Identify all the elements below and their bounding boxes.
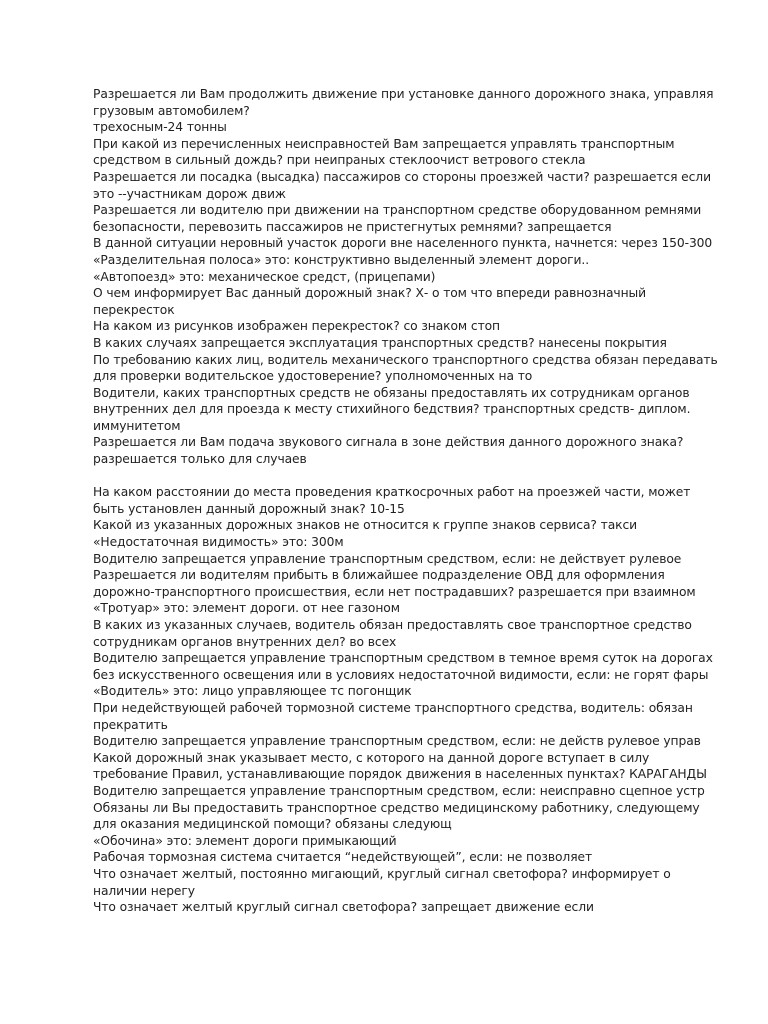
text-line: средством в сильный дождь? при неипраных стеклоочист ветрового стекла — [93, 153, 586, 168]
text-line: Водителю запрещается управление транспортным средством, если: неисправно сцепное устр — [93, 783, 705, 798]
text-line: внутренних дел для проезда к месту стихийного бедствия? транспортных средств- диплом. — [93, 402, 691, 417]
text-line: для проверки водительское удостоверение? уполномоченных на то — [93, 369, 533, 384]
text-line: В каких из указанных случаев, водитель обязан предоставлять свое транспортное средство — [93, 618, 692, 632]
text-line: разрешается только для случаев — [93, 452, 307, 467]
text-line: «Недостаточная видимость» это: 300м — [93, 535, 344, 550]
text-line: Что означает желтый, постоянно мигающий, круглый сигнал светофора? информирует о — [93, 866, 671, 881]
text-line: На каком расстоянии до места проведения краткосрочных работ на проезжей части, может — [93, 485, 691, 500]
text-line: грузовым автомобилем? — [93, 103, 250, 118]
text-line: Водителю запрещается управление транспортным средством, если: не действ рулевое управ — [93, 734, 701, 749]
text-line: быть установлен данный дорожный знак? 10-15 — [93, 501, 405, 516]
text-line: «Автопоезд» это: механическое средст, (прицепами) — [93, 269, 436, 284]
text-line: Разрешается ли Вам подача звукового сигнала в зоне действия данного дорожного знака? — [93, 435, 684, 450]
text-line: Водителю запрещается управление транспортным средством в темное время суток на дорогах — [93, 651, 713, 666]
text-line: Разрешается ли водителям прибыть в ближайшее подразделение ОВД для оформления — [93, 568, 665, 583]
text-line: В данной ситуации неровный участок дороги вне населенного пункта, начнется: через 150-300 — [93, 236, 713, 251]
text-line: сотрудникам органов внутренних дел? во всех — [93, 634, 397, 649]
text-line: По требованию каких лиц, водитель механического транспортного средства обязан передавать — [93, 352, 718, 367]
text-line: требование Правил, устанавливающие порядок движения в населенных пунктах? КАРАГАНДЫ — [93, 767, 707, 782]
text-line: При недействующей рабочей тормозной системе транспортного средства, водитель: обязан — [93, 700, 693, 715]
text-line: без искусственного освещения или в условиях недостаточной видимости, если: не горят фары — [93, 667, 709, 682]
text-line: Обязаны ли Вы предоставить транспортное средство медицинскому работнику, следующему — [93, 800, 700, 815]
text-line: «Обочина» это: элемент дороги примыкающий — [93, 833, 397, 848]
text-line: иммунитетом — [93, 418, 181, 433]
text-line: На каком из рисунков изображен перекресток? со знаком стоп — [93, 319, 500, 334]
text-line: перекресток — [93, 302, 175, 317]
text-line: Рабочая тормозная система считается “недействующей”, если: не позволяет — [93, 850, 593, 865]
text-line: Какой дорожный знак указывает место, с которого на данной дороге вступает в силу — [93, 750, 650, 765]
text-line: Водителю запрещается управление транспортным средством, если: не действует рулевое — [93, 551, 682, 566]
text-line: трехосным-24 тонны — [93, 120, 227, 135]
text-line: О чем информирует Вас данный дорожный знак? Х- о том что впереди равнозначный — [93, 286, 647, 301]
text-line: Разрешается ли водителю при движении на транспортном средстве оборудованном ремнями — [93, 203, 702, 218]
text-line: Разрешается ли Вам продолжить движение при установке данного дорожного знака, управляя — [93, 87, 714, 101]
text-line: прекратить — [93, 717, 168, 732]
text-line: дорожно-транспортного происшествия, если нет пострадавших? разрешается при взаимном — [93, 584, 696, 599]
text-line: Что означает желтый круглый сигнал светофора? запрещает движение если — [93, 900, 594, 915]
text-line: для оказания медицинской помощи? обязаны следующ — [93, 817, 452, 832]
text-line: Какой из указанных дорожных знаков не относится к группе знаков сервиса? такси — [93, 518, 638, 533]
text-line: При какой из перечисленных неисправностей Вам запрещается управлять транспортным — [93, 136, 675, 151]
text-line: Разрешается ли посадка (высадка) пассажиров со стороны проезжей части? разрешается если — [93, 169, 711, 184]
text-line: наличии нерегу — [93, 883, 195, 898]
text-line: В каких случаях запрещается эксплуатация транспортных средств? нанесены покрытия — [93, 335, 667, 350]
text-line: это --участникам дорож движ — [93, 186, 286, 201]
text-line: «Водитель» это: лицо управляющее тс погонщик — [93, 684, 412, 699]
text-line: «Разделительная полоса» это: конструктивно выделенный элемент дороги.. — [93, 252, 590, 267]
text-line: Водители, каких транспортных средств не обязаны предоставлять их сотрудникам органов — [93, 385, 690, 400]
text-line: «Тротуар» это: элемент дороги. от нее газоном — [93, 601, 400, 616]
text-line: безопасности, перевозить пассажиров не пристегнутых ремнями? запрещается — [93, 219, 612, 234]
document-page — [93, 86, 718, 916]
